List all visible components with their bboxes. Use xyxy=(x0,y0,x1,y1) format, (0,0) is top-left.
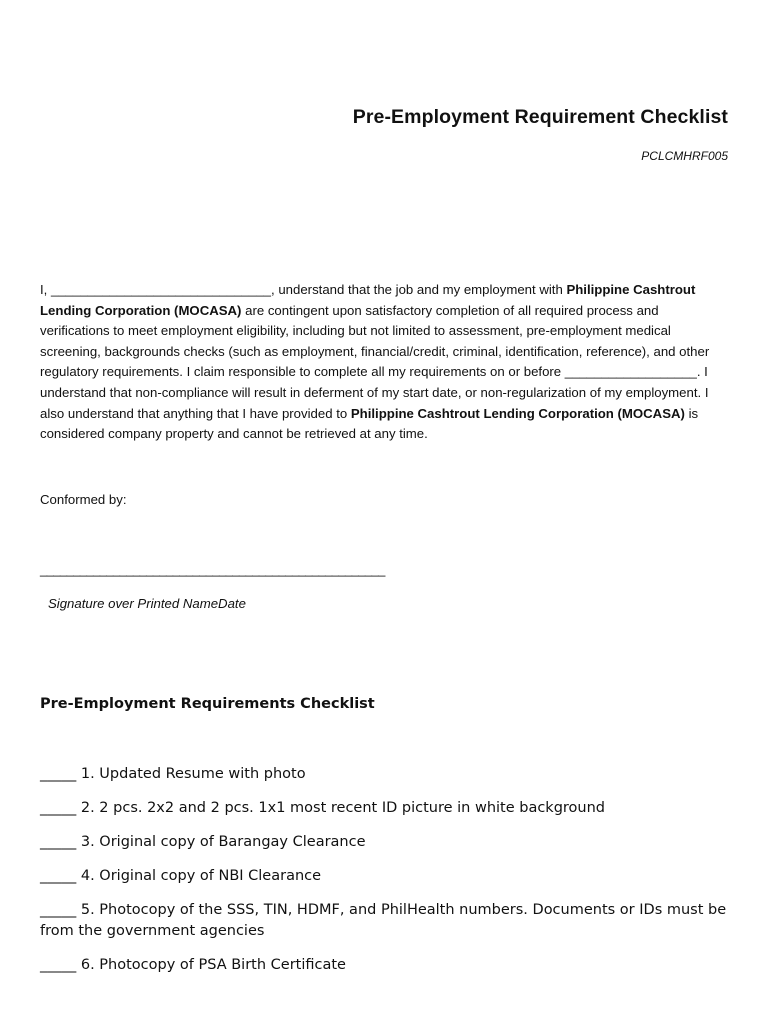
company-name: Philippine Cashtrout Lending Corporation (MOCASA) xyxy=(40,282,696,318)
checklist-item: _____ 2. 2 pcs. 2x2 and 2 pcs. 1x1 most recent ID picture in white background xyxy=(40,800,606,816)
checklist-heading: Pre-Employment Requirements Checklist xyxy=(40,696,375,712)
checklist-item: _____ 3. Original copy of Barangay Clearance xyxy=(40,834,366,850)
checklist-item: _____ 4. Original copy of NBI Clearance xyxy=(40,868,322,884)
checklist-item: _____ 6. Photocopy of PSA Birth Certificate xyxy=(40,957,346,973)
document-title: Pre-Employment Requirement Checklist xyxy=(352,106,728,128)
signature-line: ____________________________________________________ xyxy=(40,562,385,577)
company-name: Philippine Cashtrout Lending Corporation (MOCASA) xyxy=(350,405,685,421)
checklist-items xyxy=(40,764,730,989)
checklist-item: _____ 1. Updated Resume with photo xyxy=(40,766,306,782)
checklist-item: _____ 5. Photocopy of the SSS, TIN, HDMF, and PhilHealth numbers. Documents or IDs must be from the government agencies xyxy=(40,902,727,939)
document-code: PCLCMHRF005 xyxy=(641,149,728,163)
conformed-by-label: Conformed by: xyxy=(40,492,127,507)
employment-statement xyxy=(40,280,730,445)
statement-part-2: are contingent upon satisfactory completion of all required process and verifications to meet employment eligibility, including but not limited to assessment, pre-employment medical screening, backgrounds checks (such as employment, financial/credit, criminal, identification, reference), and other regulatory requirements. I claim responsible to complete all my requirements on or before __________________. I understand that non-compliance will result in deferment of my start date, or non-regularization of my employment. I also understand that anything that I have provided to xyxy=(40,302,710,421)
signature-caption: Signature over Printed NameDate xyxy=(48,596,246,611)
statement-part-1: I, ______________________________, understand that the job and my employment with xyxy=(40,282,567,297)
statement-part-3: is considered company property and cannot be retrieved at any time. xyxy=(40,405,699,442)
